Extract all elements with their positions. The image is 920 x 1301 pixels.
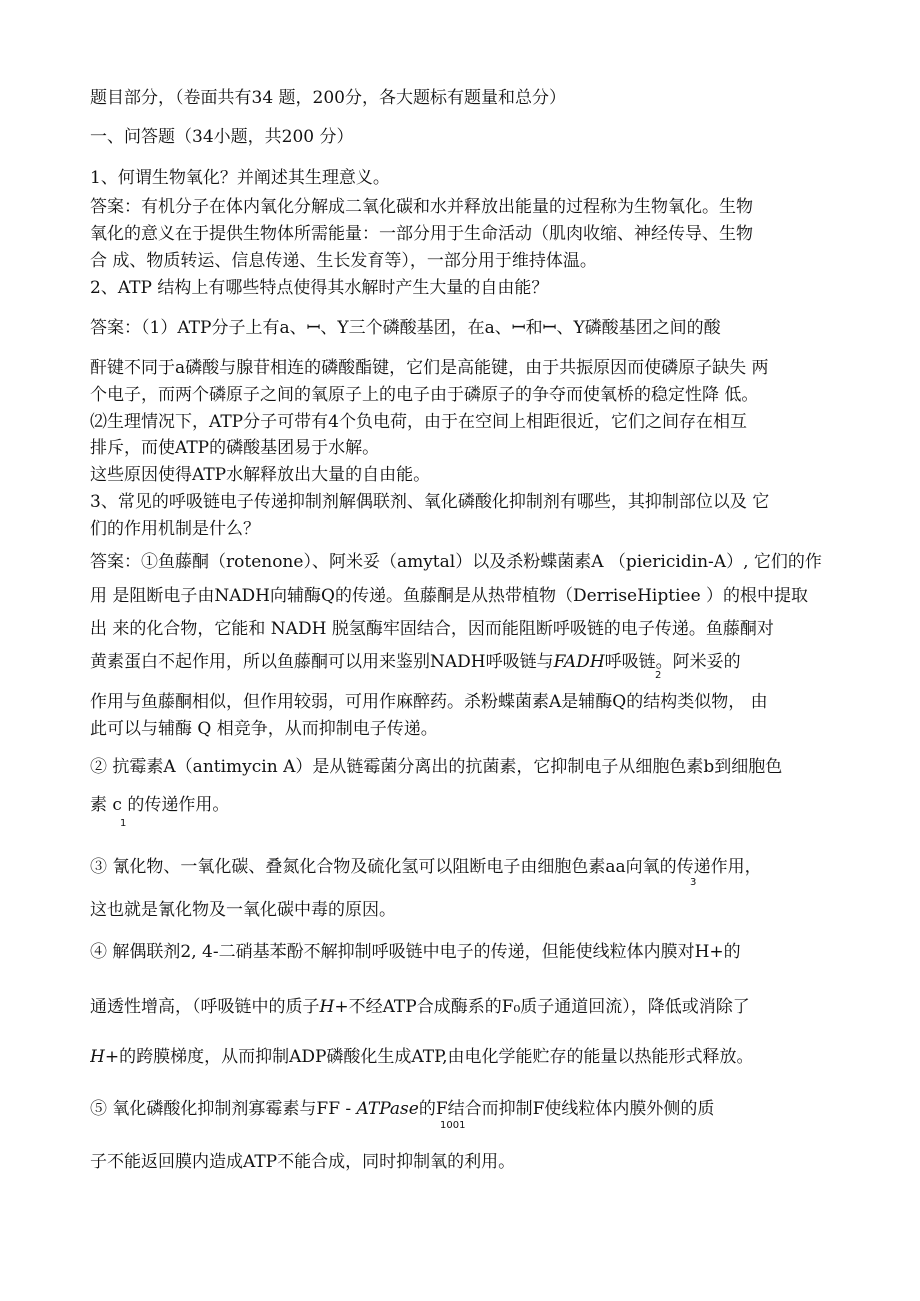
answer-1-line: 合 成、物质转运、信息传递、生长发育等），一部分用于维持体温。 (90, 251, 597, 271)
item-2-line: ② 抗霉素A（antimycin A）是从链霉菌分离出的抗菌素，它抑制电子从细胞色素b到细胞色 (90, 757, 783, 777)
fadh-subscript: 2 (655, 670, 662, 681)
answer-2-line: 这些原因使得ATP水解释放出大量的自由能。 (90, 465, 431, 485)
question-3-line: 们的作用机制是什么？ (90, 519, 260, 539)
answer-3-line: 作用与鱼藤酮相似，但作用较弱，可用作麻醉药。杀粉蝶菌素A是辅酶Q的结构类似物， 由 (90, 692, 768, 712)
answer-3-fadh-line: 黄素蛋白不起作用，所以鱼藤酮可以用来鉴别NADH呼吸链与FADH呼吸链。阿米妥的 (90, 652, 741, 672)
answer-3-line: 出 来的化合物，它能和 NADH 脱氢酶牢固结合，因而能阻断呼吸链的电子传递。鱼藤酮对 (90, 619, 774, 639)
answer-3-line: 用 是阻断电子由NADH向辅酶Q的传递。鱼藤酮是从热带植物（DerriseHiptiee ）的根中提取 (90, 586, 809, 606)
item-3-line: 这也就是氰化物及一氧化碳中毒的原因。 (90, 900, 396, 920)
aa3-subscript: 3 (690, 877, 697, 888)
answer-2-line: 答案：（1）ATP分子上有a、ꟷ、Y三个磷酸基团，在a、ꟷ和ꟷ、Y磷酸基团之间的酸 (90, 318, 721, 338)
answer-1-line: 答案：有机分子在体内氧化分解成二氧化碳和水并释放出能量的过程称为生物氧化。生物 (90, 197, 753, 217)
ff-subscript: 1001 (440, 1120, 466, 1131)
item-2-line: 素 c 的传递作用。 (90, 795, 230, 815)
item-5-line: 子不能返回膜内造成ATP不能合成，同时抑制氧的利用。 (90, 1152, 516, 1172)
answer-3-line: 答案：①鱼藤酮（rotenone）、阿米妥（amytal）以及杀粉蝶菌素A （piericidin-A）, 它们的作 (90, 552, 822, 572)
item-5-line: ⑤ 氧化磷酸化抑制剂寡霉素与FF - ATPase的F结合而抑制F使线粒体内膜外侧的质 (90, 1099, 715, 1119)
answer-2-line: 个电子，而两个磷原子之间的氧原子上的电子由于磷原子的争夺而使氧桥的稳定性降 低。 (90, 385, 759, 405)
c1-subscript: 1 (120, 818, 127, 829)
question-1: 1、何谓生物氧化？并阐述其生理意义。 (90, 168, 390, 188)
question-3-line: 3、常见的呼吸链电子传递抑制剂解偶联剂、氧化磷酸化抑制剂有哪些，其抑制部位以及 它 (90, 492, 770, 512)
section-title: 一、问答题（34小题，共200 分） (90, 127, 354, 147)
item-4-line: H+的跨膜梯度，从而抑制ADP磷酸化生成ATP,由电化学能贮存的能量以热能形式释放。 (90, 1047, 754, 1067)
item-3-line: ③ 氰化物、一氧化碳、叠氮化合物及硫化氢可以阻断电子由细胞色素aa向氧的传递作用， (90, 857, 762, 877)
answer-1-line: 氧化的意义在于提供生物体所需能量：一部分用于生命活动（肌肉收缩、神经传导、生物 (90, 224, 753, 244)
question-2: 2、ATP 结构上有哪些特点使得其水解时产生大量的自由能？ (90, 278, 549, 298)
answer-2-line: 酐键不同于a磷酸与腺苷相连的磷酸酯键，它们是高能键，由于共振原因而使磷原子缺失 两 (90, 358, 769, 378)
answer-3-line: 此可以与辅酶 Q 相竞争，从而抑制电子传递。 (90, 719, 438, 739)
item-4-line: ④ 解偶联剂2, 4-二硝基苯酚不解抑制呼吸链中电子的传递，但能使线粒体内膜对H+的 (90, 942, 741, 962)
item-4-line: 通透性增高，（呼吸链中的质子H+不经ATP合成酶系的F₀质子通道回流），降低或消除了 (90, 997, 750, 1017)
exam-intro: 题目部分，（卷面共有34 题，200分，各大题标有题量和总分） (90, 88, 566, 108)
answer-2-line: 排斥，而使ATP的磷酸基团易于水解。 (90, 438, 380, 458)
answer-2-line: ⑵生理情况下，ATP分子可带有4个负电荷，由于在空间上相距很近，它们之间存在相互 (90, 412, 747, 432)
